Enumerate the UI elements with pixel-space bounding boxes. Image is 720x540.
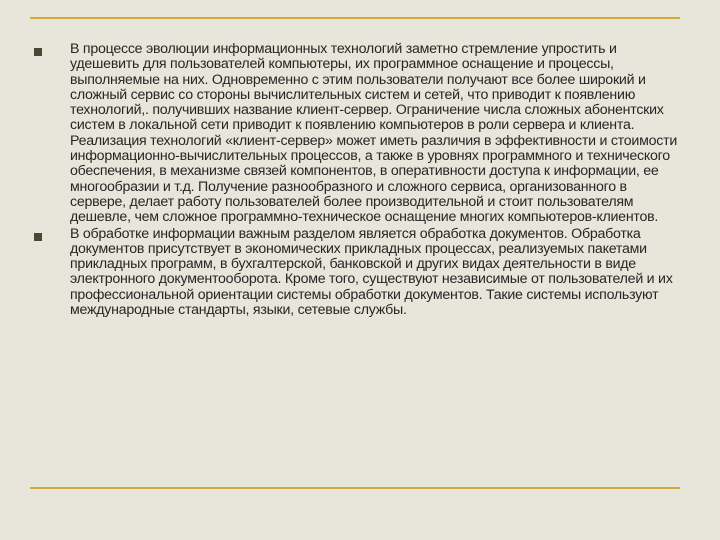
slide-content [34, 42, 682, 319]
bullet-text-2: В обработке информации важным разделом является обработка документов. Обработка документов присутствует в экономических прикладных процессах, реализуемых пакетами прикладных программ, в бухгалтерской, банковской и других видах деятельности в виде электронного документооборота. Кроме того, существуют независимые от пользователей и их профессиональной ориентации системы обработки документов. Такие системы используют международные стандарты, языки, сетевые службы. [70, 225, 673, 319]
bullet-text-1: В процессе эволюции информационных технологий заметно стремление упростить и удешевить для пользователей компьютеры, их программное оснащение и процессы, выполняемые на них. Одновременно с этим пользователи получают все более широкий и сложный сервис со стороны вычислительных систем и сетей, что приводит к появлению технологий,. получивших название клиент-сервер. Ограничение числа сложных абонентских систем в локальной сети приводит к появлению компьютеров в роли сервера и клиента. Реализация технологий «клиент-сервер» может иметь различия в эффективности и стоимости информационно-вычислительных процессов, а также в уровнях программного и технического обеспечения, в механизме связей компонентов, в оперативности доступа к информации, ее многообразии и т.д. Получение разнообразного и сложного сервиса, организованного в сервере, делает работу пользователей более производительной и стоит пользователям дешевле, чем сложное программно-техническое оснащение многих компьютеров-клиентов. [70, 41, 678, 226]
bullet-item-2 [34, 227, 682, 319]
bullet-item-1 [34, 42, 682, 226]
square-bullet-icon [34, 48, 42, 56]
top-divider [30, 17, 680, 19]
bottom-divider [30, 487, 680, 489]
square-bullet-icon [34, 233, 42, 241]
